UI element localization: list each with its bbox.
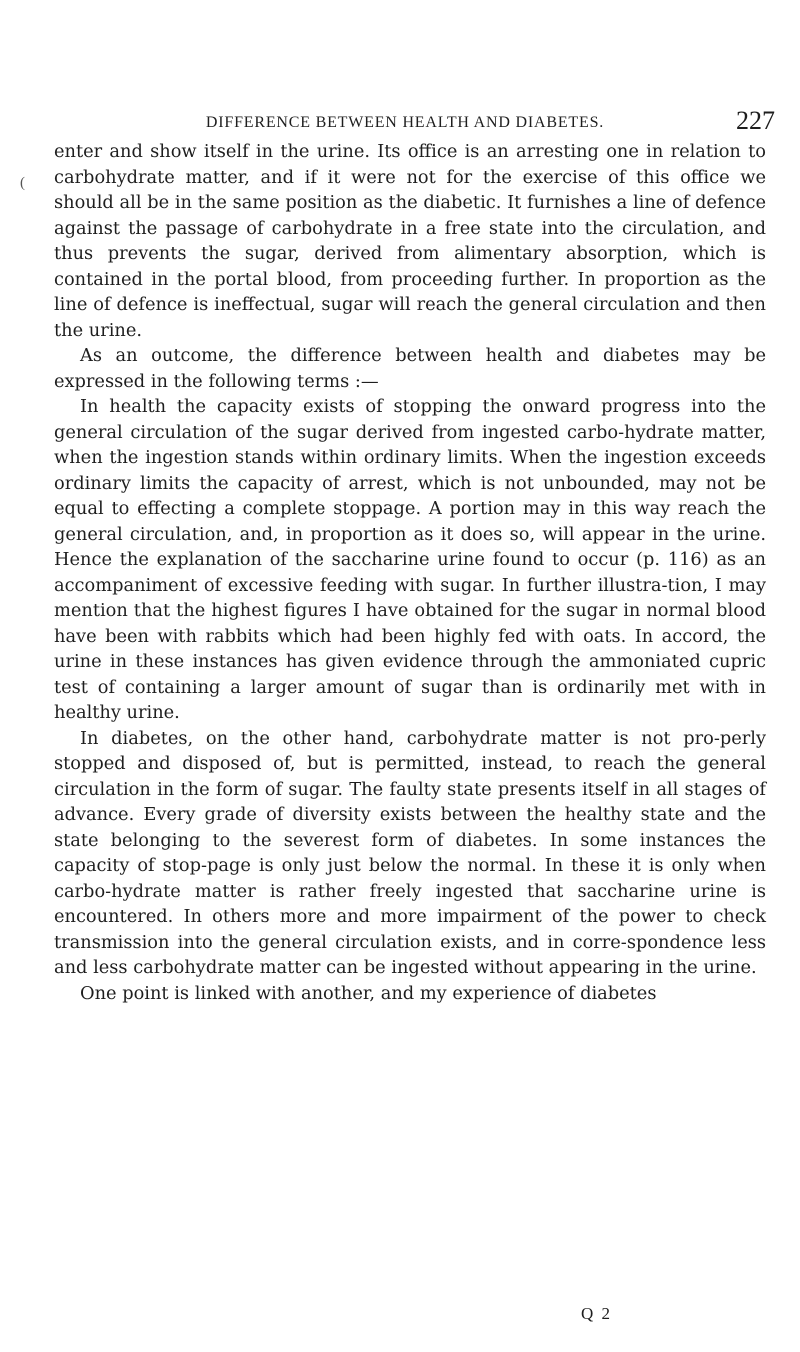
running-head: DIFFERENCE BETWEEN HEALTH AND DIABETES. bbox=[205, 114, 605, 131]
paragraph-5: One point is linked with another, and my experience of diabetes bbox=[80, 982, 657, 1004]
page-number: 227 bbox=[736, 106, 775, 135]
signature-mark: Q 2 bbox=[581, 1304, 613, 1323]
paragraph-4: In diabetes, on the other hand, carbohydrate matter is not pro-perly stopped and disposed of, but is permitted, instead, to reach the general circulation in the form of sugar. The faulty state presents itself in all stages of advance. Every grade of diversity exists between the healthy state and the state belonging to the severest form of diabetes. In some instances the capacity of stop-page is only just below the normal. In these it is only when carbo-hydrate matter is rather freely ingested that saccharine urine is encountered. In others more and more impairment of the power to check transmission into the general circulation exists, and in corre-spondence less and less carbohydrate matter can be ingested without appearing in the urine. bbox=[54, 727, 766, 978]
paragraph-1: enter and show itself in the urine. Its office is an arresting one in relation to carbohydrate matter, and if it were not for the exercise of this office we should all be in the same position as the diabetic. It furnishes a line of defence against the passage of carbohydrate in a free state into the circulation, and thus prevents the sugar, derived from alimentary absorption, which is contained in the portal blood, from proceeding further. In proportion as the line of defence is ineffectual, sugar will reach the general circulation and then the urine. bbox=[54, 141, 766, 341]
body-text bbox=[54, 139, 766, 1006]
paragraph-3: In health the capacity exists of stopping the onward progress into the general circulation of the sugar derived from ingested carbo-hydrate matter, when the ingestion stands within ordinary limits. When the ingestion exceeds ordinary limits the capacity of arrest, which is not unbounded, may not be equal to effecting a complete stoppage. A portion may in this way reach the general circulation, and, in proportion as it does so, will appear in the urine. Hence the explanation of the saccharine urine found to occur (p. 116) as an accompaniment of excessive feeding with sugar. In further illustra-tion, I may mention that the highest figures I have obtained for the sugar in normal blood have been with rabbits which had been highly fed with oats. In accord, the urine in these instances has given evidence through the ammoniated cupric test of containing a larger amount of sugar than is ordinarily met with in healthy urine. bbox=[54, 396, 766, 723]
paragraph-2: As an outcome, the difference between health and diabetes may be expressed in the following terms :— bbox=[54, 345, 766, 392]
margin-mark: ( bbox=[20, 175, 25, 191]
